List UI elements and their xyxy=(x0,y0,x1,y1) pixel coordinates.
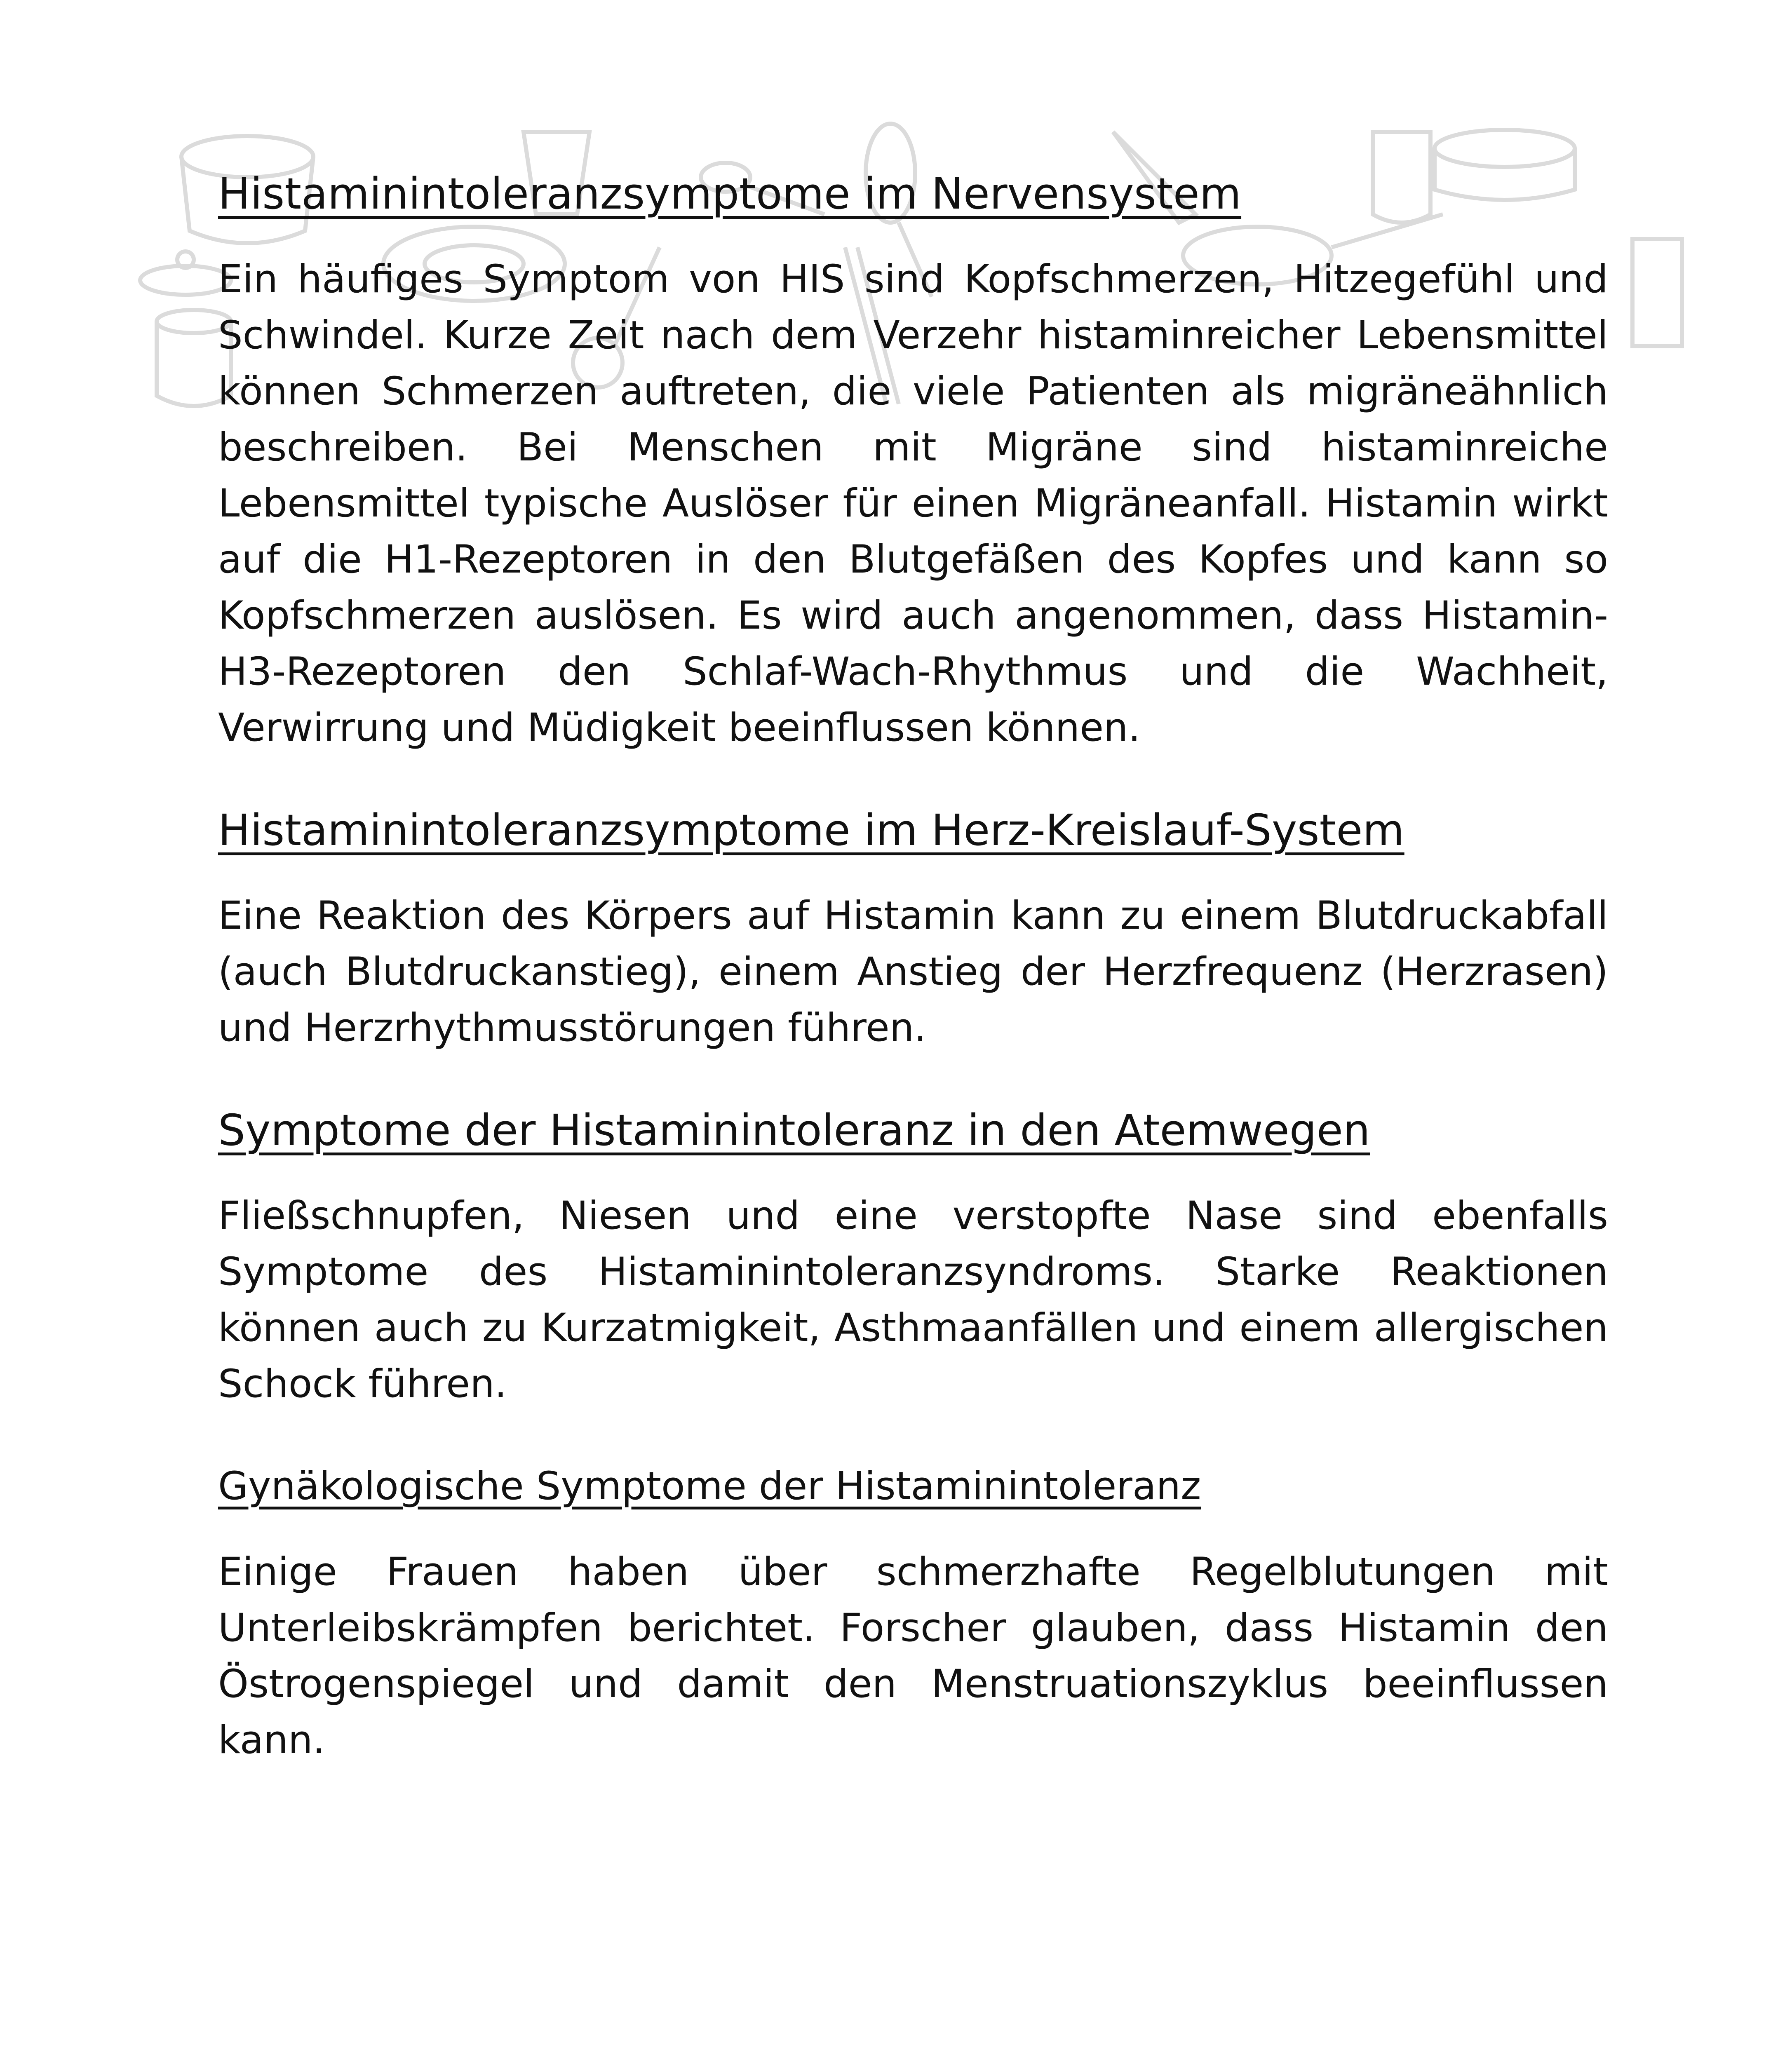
section-body-gynecological: Einige Frauen haben über schmerzhafte Regelblutungen mit Unterleibskrämpfen berichtet. Forscher glauben, dass Histamin den Östrogenspiegel und damit den Menstruationszyklus beeinflussen kann. xyxy=(218,1549,1608,1763)
section-heading-gynecological: Gynäkologische Symptome der Histaminintoleranz xyxy=(218,1464,1201,1509)
page-content xyxy=(218,165,1608,1814)
section-body-nervous-system: Ein häufiges Symptom von HIS sind Kopfschmerzen, Hitzegefühl und Schwindel. Kurze Zeit nach dem Verzehr histaminreicher Lebensmittel können Schmerzen auftreten, die viele Patienten als migräneähnlich beschreiben. Bei Menschen mit Migräne sind histaminreiche Lebensmittel typische Auslöser für einen Migräneanfall. Histamin wirkt auf die H1-Rezeptoren in den Blutgefäßen des Kopfes und kann so Kopfschmerzen auslösen. Es wird auch angenommen, dass Histamin-H3-Rezeptoren den Schlaf-Wach-Rhythmus und die Wachheit, Verwirrung und Müdigkeit beeinflussen können. xyxy=(218,257,1608,750)
section-body-respiratory: Fließschnupfen, Niesen und eine verstopfte Nase sind ebenfalls Symptome des Histaminintoleranzsyndroms. Starke Reaktionen können auch zu Kurzatmigkeit, Asthmaanfällen und einem allergischen Schock führen. xyxy=(218,1193,1608,1406)
lid-icon xyxy=(140,251,231,295)
section-heading-nervous-system: Histaminintoleranzsymptome im Nervensystem xyxy=(218,169,1242,219)
section-heading-respiratory: Symptome der Histaminintoleranz in den Atemwegen xyxy=(218,1105,1370,1155)
grater-icon xyxy=(1632,239,1682,346)
section-heading-cardiovascular: Histaminintoleranzsymptome im Herz-Kreislauf-System xyxy=(218,805,1404,855)
section-body-cardiovascular: Eine Reaktion des Körpers auf Histamin kann zu einem Blutdruckabfall (auch Blutdruckanstieg), einem Anstieg der Herzfrequenz (Herzrasen) und Herzrhythmusstörungen führen. xyxy=(218,893,1608,1050)
